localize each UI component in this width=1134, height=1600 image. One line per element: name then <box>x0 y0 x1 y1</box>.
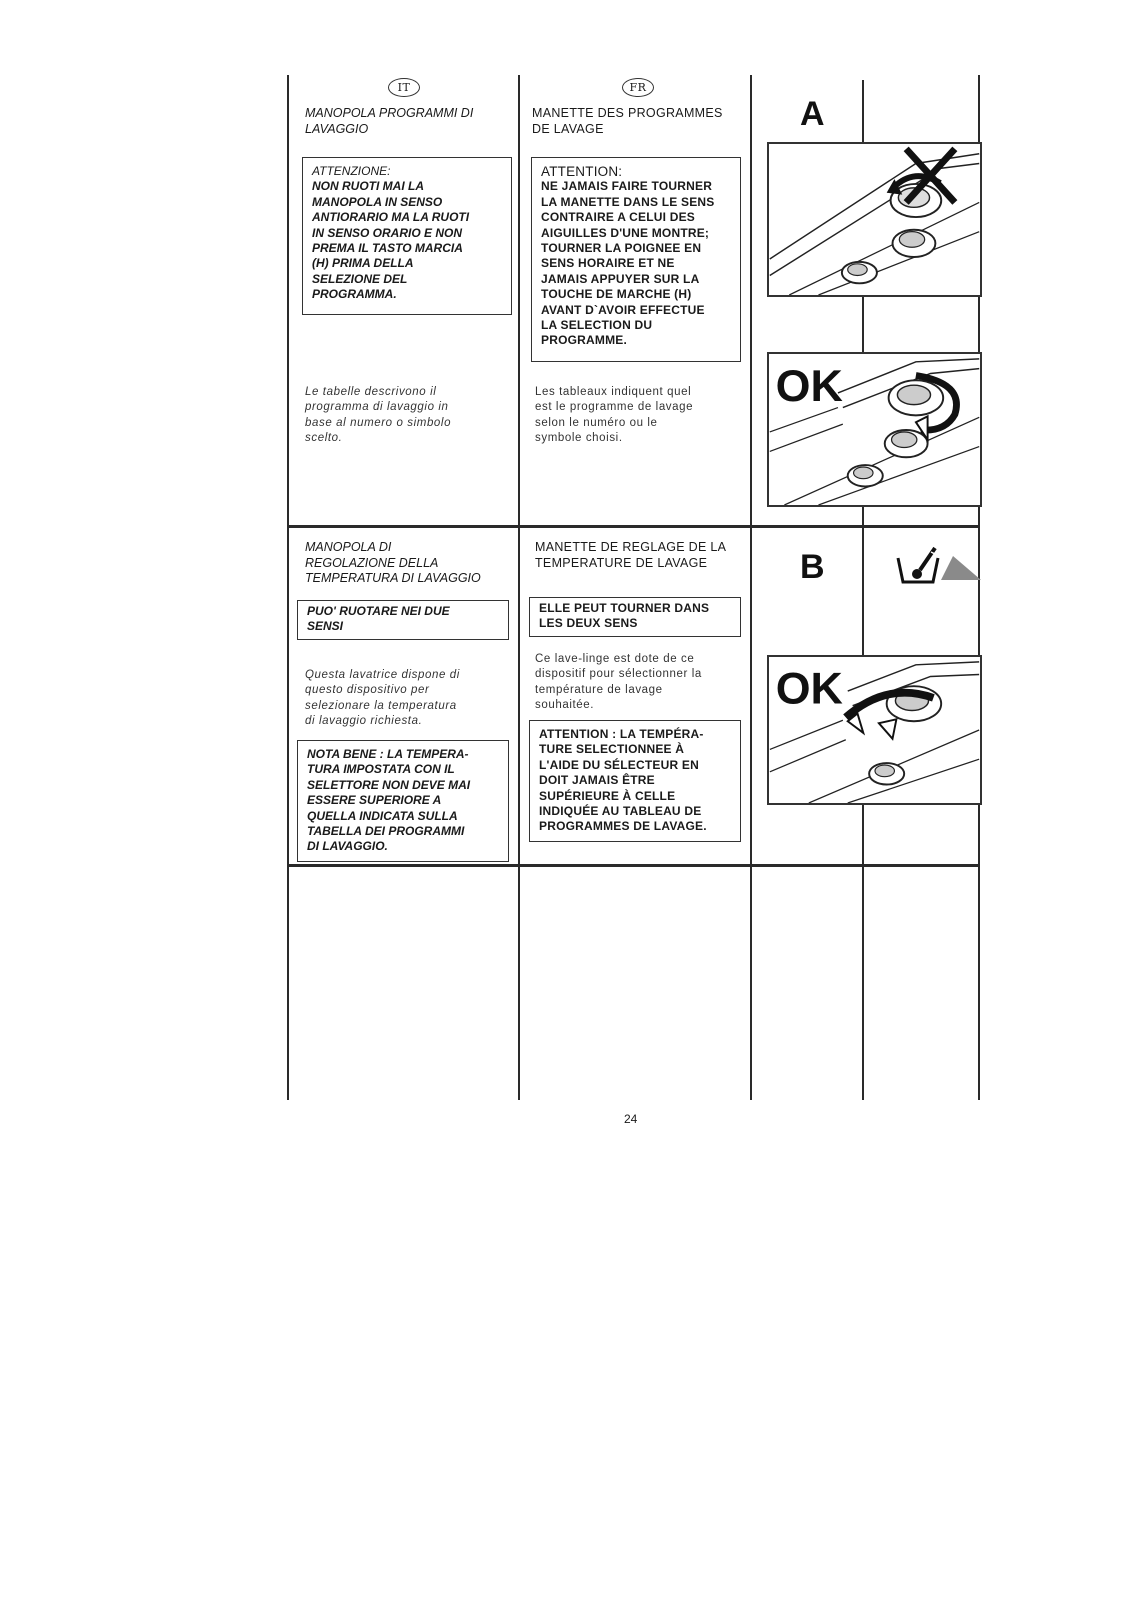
section2-fr-rotation-box: ELLE PEUT TOURNER DANS LES DEUX SENS <box>529 597 741 637</box>
column-divider-left <box>287 75 289 1100</box>
section2-fr-note-box: ATTENTION : LA TEMPÉRA- TURE SELECTIONNEE À L'AIDE DU SÉLECTEUR EN DOIT JAMAIS ÊTRE SUPÉRIEURE À CELLE INDIQUÉE AU TABLEAU DE PROGRAMMES DE LAVAGE. <box>529 720 741 842</box>
section2-it-note-box: NOTA BENE : LA TEMPERA- TURA IMPOSTATA CON IL SELETTORE NON DEVE MAI ESSERE SUPERIORE A QUELLA INDICATA SULLA TABELLA DEI PROGRAMMI DI LAVAGGIO. <box>297 740 509 862</box>
section-divider-1 <box>287 525 980 528</box>
knob-illustration-no-counterclockwise <box>767 142 982 297</box>
section1-fr-warning-box: ATTENTION: NE JAMAIS FAIRE TOURNER LA MANETTE DANS LE SENS CONTRAIRE A CELUI DES AIGUILLES D'UNE MONTRE; TOURNER LA POIGNEE EN SENS HORAIRE ET NE JAMAIS APPUYER SUR LA TOUCHE DE MARCHE (H) AVANT D`AVOIR EFFECTUE LA SELECTION DU PROGRAMME. <box>531 157 741 362</box>
section2-fr-title: MANETTE DE REGLAGE DE LA TEMPERATURE DE LAVAGE <box>535 540 727 570</box>
section1-fr-title: MANETTE DES PROGRAMMES DE LAVAGE <box>532 106 723 136</box>
section2-it-description: Questa lavatrice dispone di questo dispositivo per selezionare la temperatura di lavaggio richiesta. <box>305 669 460 727</box>
language-badge-fr: FR <box>622 78 654 97</box>
section-divider-2 <box>287 864 980 867</box>
language-badge-it: IT <box>388 78 420 97</box>
page-number: 24 <box>624 1112 638 1126</box>
section2-it-rotation-box: PUO' RUOTARE NEI DUE SENSI <box>297 600 509 640</box>
ok-label-a: OK <box>775 360 843 411</box>
section2-it-title: MANOPOLA DI REGOLAZIONE DELLA TEMPERATURA DI LAVAGGIO <box>305 540 481 585</box>
ok-label-b: OK <box>775 663 843 714</box>
section1-it-description: Le tabelle descrivono il programma di lavaggio in base al numero o simbolo scelto. <box>305 386 452 444</box>
column-divider-fr-illus <box>750 75 752 1100</box>
section1-it-title: MANOPOLA PROGRAMMI DI LAVAGGIO <box>305 106 474 136</box>
figure-letter-b: B <box>800 548 825 586</box>
column-divider-it-fr <box>518 75 520 1100</box>
section2-fr-description: Ce lave-linge est dote de ce dispositif pour sélectionner la température de lavage souhaitée. <box>535 653 702 711</box>
knob-illustration-clockwise-ok <box>767 352 982 507</box>
knob-panel-drawing-ok <box>769 354 980 505</box>
knob-panel-drawing <box>769 144 980 295</box>
section1-fr-description: Les tableaux indiquent quel est le programme de lavage selon le numéro ou le symbole choisi. <box>535 386 694 444</box>
temperature-knob-drawing <box>769 657 980 803</box>
wash-temperature-icon <box>893 540 983 590</box>
figure-letter-a: A <box>800 95 825 133</box>
section1-it-warning-box: ATTENZIONE: NON RUOTI MAI LA MANOPOLA IN SENSO ANTIORARIO MA LA RUOTI IN SENSO ORARIO E NON PREMA IL TASTO MARCIA (H) PRIMA DELLA SELEZIONE DEL PROGRAMMA. <box>302 157 512 315</box>
knob-illustration-temperature-ok <box>767 655 982 805</box>
